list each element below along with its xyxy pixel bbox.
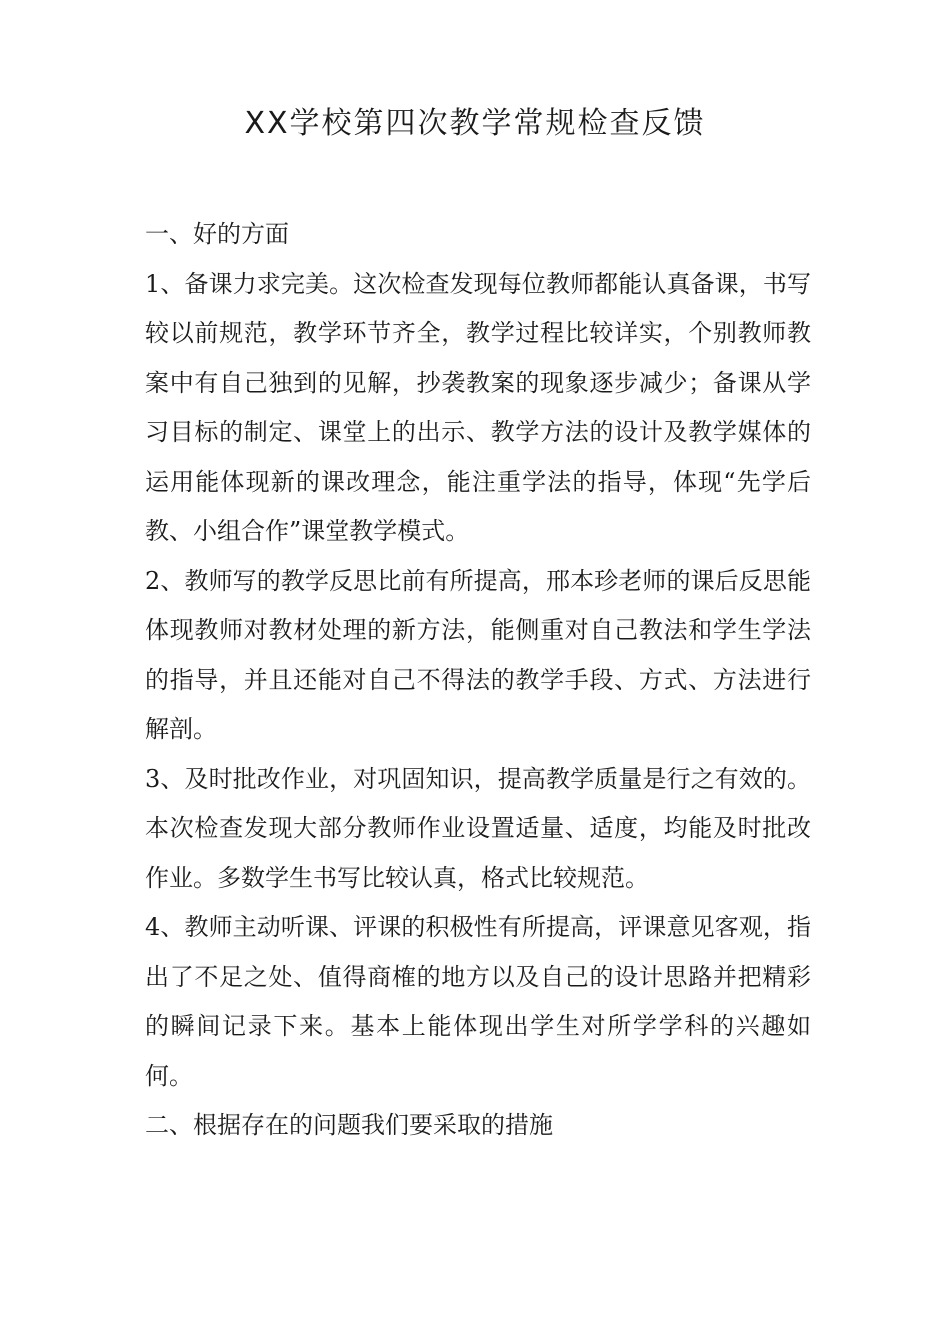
paragraph-lesson-observation: 4、教师主动听课、评课的积极性有所提高，评课意见客观，指出了不足之处、值得商榷的地方以及自己的设计思路并把精彩的瞬间记录下来。基本上能体现出学生对所学学科的兴趣如何。 xyxy=(145,913,811,1090)
document-body xyxy=(145,210,811,1151)
section-heading-measures: 二、根据存在的问题我们要采取的措施 xyxy=(145,1111,553,1139)
paragraph-lesson-preparation: 1、备课力求完美。这次检查发现每位教师都能认真备课，书写较以前规范，教学环节齐全，教学过程比较详实，个别教师教案中有自己独到的见解，抄袭教案的现象逐步减少；备课从学习目标的制定、课堂上的出示、教学方法的设计及教学媒体的运用能体现新的课改理念，能注重学法的指导，体现“先学后教、小组合作”课堂教学模式。 xyxy=(145,269,811,545)
paragraph-homework-correction: 3、及时批改作业，对巩固知识，提高教学质量是行之有效的。本次检查发现大部分教师作业设置适量、适度，均能及时批改作业。多数学生书写比较认真，格式比较规范。 xyxy=(145,764,811,892)
document-title: XX学校第四次教学常规检查反馈 xyxy=(244,106,706,141)
paragraph-teaching-reflection: 2、教师写的教学反思比前有所提高，邢本珍老师的课后反思能体现教师对教材处理的新方法，能侧重对自己教法和学生学法的指导，并且还能对自己不得法的教学手段、方式、方法进行解剖。 xyxy=(145,566,811,743)
section-heading-good-aspects: 一、好的方面 xyxy=(145,220,289,248)
